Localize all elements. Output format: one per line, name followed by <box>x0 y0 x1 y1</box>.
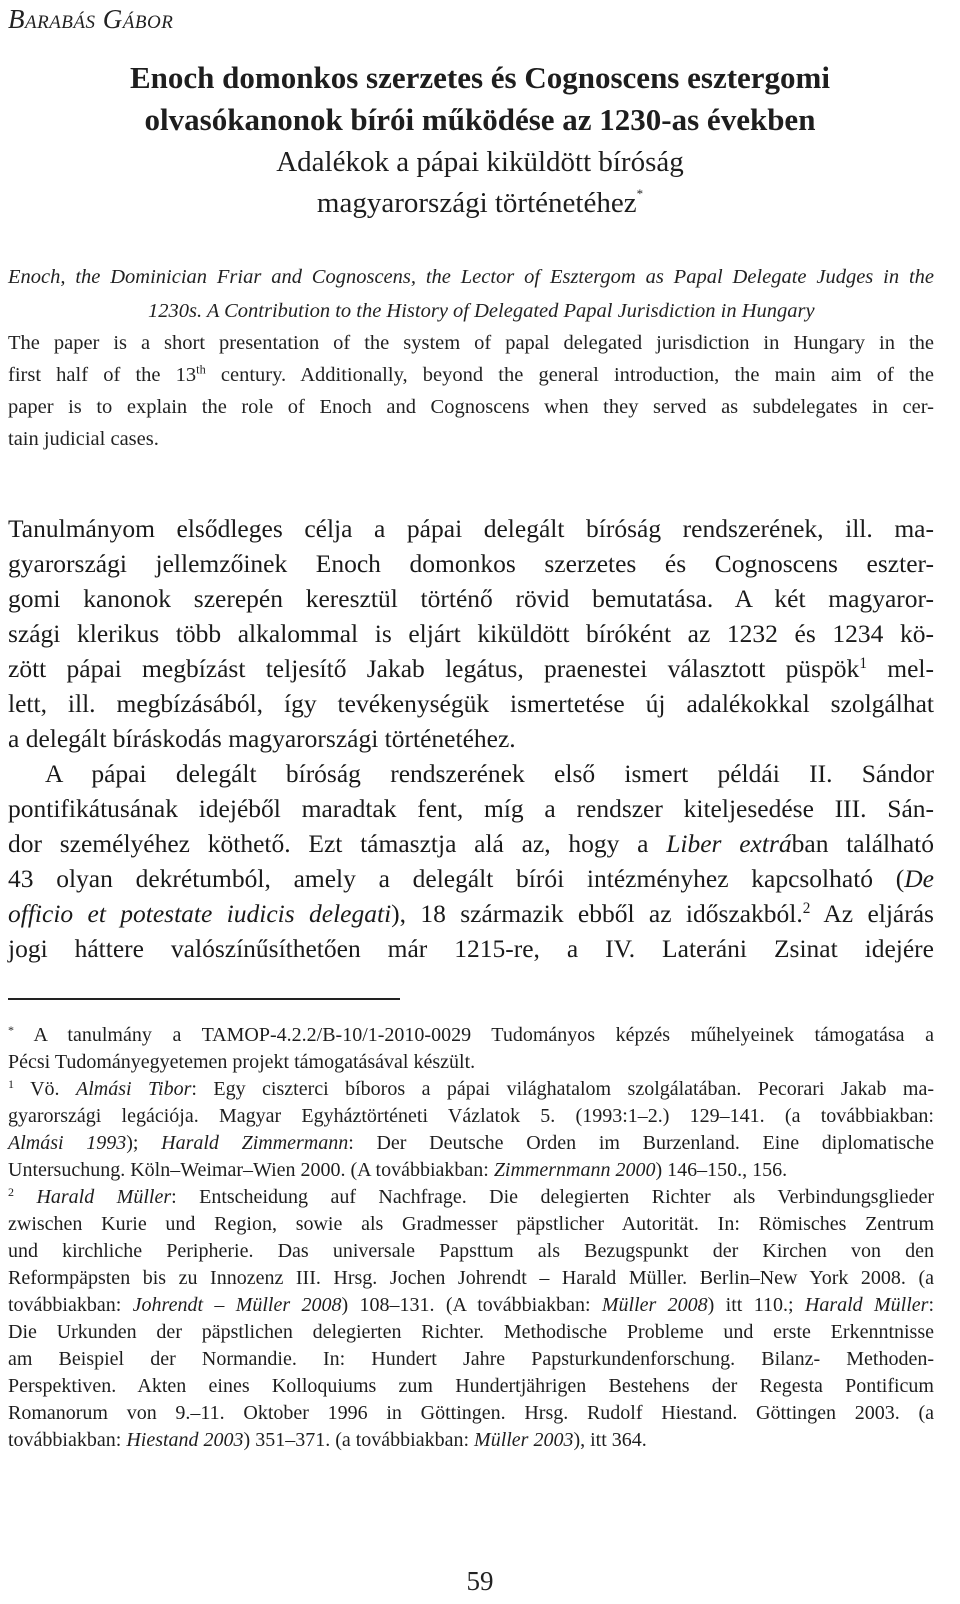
footnote-2-line-7: am Beispiel der Normandie. In: Hundert Jahre Papsturkundenforschung. Bilanz- Methoden- <box>8 1348 934 1370</box>
fn2-abbrev-muller-2003: Müller 2003 <box>474 1429 574 1451</box>
abstract-superscript: th <box>196 362 206 377</box>
body-line-5-text: zött pápai megbízást teljesítő Jakab legátus, praenestei választott püspök <box>8 654 860 683</box>
fn2-abbrev-hiestand: Hiestand 2003 <box>126 1429 244 1451</box>
footnote-ref-2: 2 <box>802 899 811 917</box>
footnote-star-line-1 <box>8 1024 934 1047</box>
body-line-7: a delegált bíráskodás magyarországi történetéhez. <box>8 724 516 753</box>
body-line-12-text-b: Az eljárás <box>810 899 934 928</box>
body-line-11 <box>8 864 934 894</box>
article-subtitle-line-1: Adalékok a pápai kiküldött bíróság <box>276 146 684 178</box>
article-title-line-1: Enoch domonkos szerzetes és Cognoscens esztergomi <box>130 60 830 95</box>
body-italic-title: officio et potestate iudicis delegati <box>8 899 392 928</box>
title-footnote-marker: * <box>636 186 644 201</box>
body-line-3: gomi kanonok szerepén keresztül történő rövid bemutatása. A két magyaror- <box>8 584 934 613</box>
abstract-line-1: The paper is a short presentation of the system of papal delegated jurisdiction in Hungary in the <box>8 332 934 354</box>
footnote-1-line-2: gyarországi legációja. Magyar Egyháztörténeti Vázlatok 5. (1993:1–2.) 129–141. (a továbbiakban: <box>8 1105 934 1127</box>
fn2-text-e3: ) 108–131. (A továbbiakban: <box>341 1294 602 1316</box>
body-line-13: jogi háttere valószínűsíthetően már 1215-re, a IV. Lateráni Zsinat idejére <box>8 934 934 963</box>
footnote-2-line-6: Die Urkunden der päpstlichen delegierten Richter. Methodische Probleme und erste Erkenntnisse <box>8 1321 934 1343</box>
subtitle-text: magyarországi történetéhez <box>316 187 637 219</box>
fn2-text-j5: ), itt 364. <box>573 1429 647 1451</box>
fn2-author-muller-2: Harald Müller <box>804 1294 929 1316</box>
article-title-line-2: olvasókanonok bírói működése az 1230-as években <box>144 102 816 137</box>
footnote-1-line-3 <box>8 1132 934 1155</box>
body-line-4: szági klerikus több alkalommal is eljárt kiküldött bíróként az 1232 és 1234 kö- <box>8 619 934 648</box>
fn1-author-almasi: Almási Tibor <box>76 1078 192 1100</box>
fn2-space <box>14 1186 36 1208</box>
fn2-text-e1: továbbiakban: <box>8 1294 133 1316</box>
body-italic-de: De <box>904 864 934 893</box>
footnote-2-marker: 2 <box>8 1184 14 1199</box>
page-number: 59 <box>466 1566 494 1596</box>
body-line-8: A pápai delegált bíróság rendszerének első ismert példái II. Sándor <box>45 759 934 788</box>
fn1-author-zimmermann: Harald Zimmermann <box>161 1132 349 1154</box>
fn1-abbrev-zimmermann: Zimmernmann 2000 <box>493 1159 656 1181</box>
footnote-2-line-3: und kirchliche Peripherie. Das universale Papsttum als Bezugspunkt der Kirchen von den <box>8 1240 934 1262</box>
fn2-text-j3: ) 351–371. (a továbbiakban: <box>243 1429 475 1451</box>
fn2-abbrev-johrendt: Johrendt – Müller 2008 <box>132 1294 342 1316</box>
fn2-text: : Entscheidung auf Nachfrage. Die delegierten Richter als Verbindungsglieder <box>171 1186 935 1208</box>
footnote-2-line-10 <box>8 1429 934 1452</box>
article-subtitle-line-2 <box>0 186 960 220</box>
fn1-text-b: : Egy ciszterci bíboros a pápai világhatalom szolgálatában. Pecorari Jakab ma- <box>191 1078 934 1100</box>
fn1-sep: ); <box>126 1132 162 1154</box>
abstract-line-2-text: first half of the 13 <box>8 364 197 386</box>
abstract-english-title-line-2: 1230s. A Contribution to the History of Delegated Papal Jurisdiction in Hungary <box>148 300 815 322</box>
body-line-1: Tanulmányom elsődleges célja a pápai delegált bíróság rendszerének, ill. ma- <box>8 514 934 543</box>
footnote-2-line-2: zwischen Kurie und Region, sowie als Gradmesser päpstlicher Autorität. In: Römisches Zentrum <box>8 1213 934 1235</box>
abstract-line-3: paper is to explain the role of Enoch and Cognoscens when they served as subdelegates in cer- <box>8 396 934 418</box>
fn1-abbrev-almasi: Almási 1993 <box>8 1132 127 1154</box>
fn2-author-muller: Harald Müller <box>36 1186 172 1208</box>
fn1-text-e: ) 146–150., 156. <box>655 1159 788 1181</box>
body-line-2: gyarországi jellemzőinek Enoch domonkos szerzetes és Cognoscens eszter- <box>8 549 934 578</box>
body-line-10 <box>8 829 934 859</box>
body-italic-liber-extra: Liber extrá <box>666 829 792 858</box>
abstract-line-2 <box>8 364 934 387</box>
body-line-5-text-b: mel- <box>866 654 934 683</box>
running-header-author: Barabás Gábor <box>8 4 174 34</box>
abstract-english-title-line-1: Enoch, the Dominician Friar and Cognoscens, the Lector of Esztergom as Papal Delegate Judges in the <box>8 266 934 288</box>
body-line-12 <box>8 899 934 929</box>
fn1-text: Vö. <box>14 1078 76 1100</box>
body-line-10-text: dor személyéhez köthető. Ezt támasztja alá az, hogy a <box>8 829 667 858</box>
fn2-abbrev-muller-2008: Müller 2008 <box>601 1294 708 1316</box>
fn1-text-c: : Der Deutsche Orden im Burzenland. Eine diplomatische <box>348 1132 935 1154</box>
body-line-11-text: 43 olyan dekrétumból, amely a delegált bírói intézményhez kapcsolható ( <box>8 864 905 893</box>
abstract-line-4: tain judicial cases. <box>8 428 159 450</box>
footnote-1-line-1 <box>8 1078 934 1101</box>
fn2-text-j1: továbbiakban: <box>8 1429 127 1451</box>
body-line-6: lett, ill. megbízásából, így tevékenységük ismertetése új adalékokkal szolgálhat <box>8 689 934 718</box>
footnote-2-line-1 <box>8 1186 934 1209</box>
footnote-star-line-2: Pécsi Tudományegyetemen projekt támogatásával készült. <box>8 1051 476 1073</box>
footnote-star-text: A tanulmány a TAMOP-4.2.2/B-10/1-2010-0029 Tudományos képzés műhelyeinek támogatása a <box>14 1024 934 1046</box>
footnote-ref-1: 1 <box>859 654 867 672</box>
body-line-12-text: ), 18 származik ebből az időszakból. <box>391 899 803 928</box>
abstract-line-2-text-b: century. Additionally, beyond the general introduction, the main aim of the <box>205 364 934 386</box>
fn1-text-d: Untersuchung. Köln–Weimar–Wien 2000. (A továbbiakban: <box>8 1159 494 1181</box>
fn2-text-e5: ) itt 110.; <box>707 1294 805 1316</box>
footnote-2-line-9: Romanorum von 9.–11. Oktober 1996 in Göttingen. Hrsg. Rudolf Hiestand. Göttingen 2003. (a <box>8 1402 934 1424</box>
footnote-1-marker: 1 <box>8 1076 14 1091</box>
footnote-separator <box>8 998 400 1000</box>
body-line-9: pontifikátusának idejéből maradtak fent, míg a rendszer kiteljesedése III. Sán- <box>8 794 934 823</box>
footnote-2-line-8: Perspektiven. Akten eines Kolloquiums zum Hundertjährigen Bestehens der Regesta Pontificum <box>8 1375 934 1397</box>
footnote-2-line-5 <box>8 1294 934 1317</box>
footnote-star-marker: * <box>8 1022 14 1037</box>
footnote-2-line-4: Reformpäpsten bis zu Innozenz III. Hrsg. Jochen Johrendt – Harald Müller. Berlin–New York 2008. (a <box>8 1267 934 1289</box>
fn2-text-e7: : <box>928 1294 935 1316</box>
footnote-1-line-4 <box>8 1159 934 1182</box>
body-line-10-text-b: ban található <box>791 829 935 858</box>
body-line-5 <box>8 654 934 684</box>
